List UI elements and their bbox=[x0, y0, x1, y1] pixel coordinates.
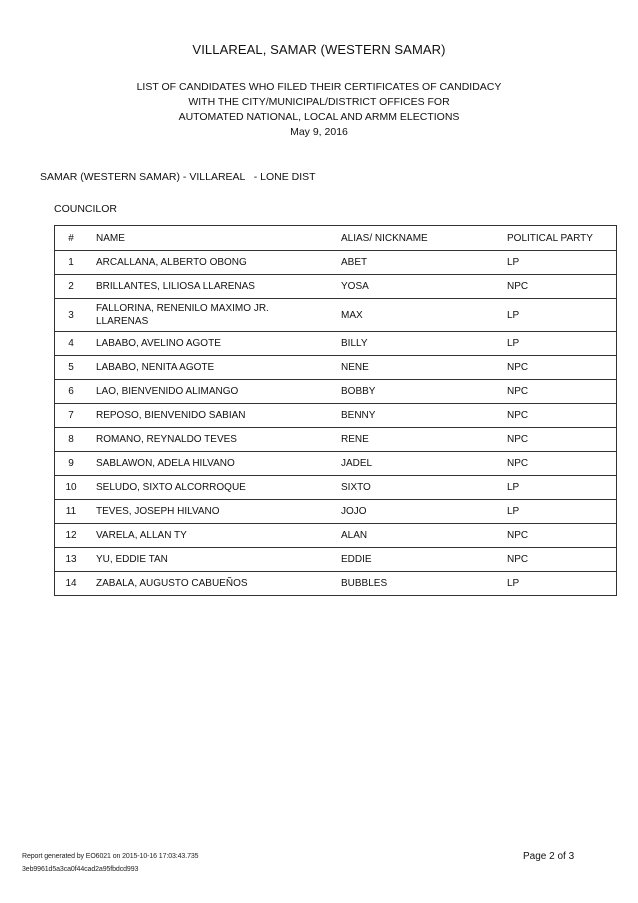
cell-alias: RENE bbox=[341, 428, 507, 452]
cell-name: ZABALA, AUGUSTO CABUEÑOS bbox=[87, 572, 341, 596]
cell-name: TEVES, JOSEPH HILVANO bbox=[87, 500, 341, 524]
table-row bbox=[55, 299, 617, 332]
cell-party: LP bbox=[507, 332, 617, 356]
cell-party: NPC bbox=[507, 356, 617, 380]
table-row bbox=[55, 500, 617, 524]
cell-party: NPC bbox=[507, 428, 617, 452]
column-header-party: POLITICAL PARTY bbox=[507, 226, 617, 251]
cell-number: 9 bbox=[55, 452, 88, 476]
cell-number: 1 bbox=[55, 251, 88, 275]
table-row bbox=[55, 428, 617, 452]
document-title: VILLAREAL, SAMAR (WESTERN SAMAR) bbox=[192, 42, 446, 57]
table-row bbox=[55, 404, 617, 428]
cell-number: 8 bbox=[55, 428, 88, 452]
column-header-number: # bbox=[55, 226, 88, 251]
cell-alias: BOBBY bbox=[341, 380, 507, 404]
table-row bbox=[55, 452, 617, 476]
table-row bbox=[55, 332, 617, 356]
cell-name: REPOSO, BIENVENIDO SABIAN bbox=[87, 404, 341, 428]
cell-name: LABABO, AVELINO AGOTE bbox=[87, 332, 341, 356]
cell-party: NPC bbox=[507, 452, 617, 476]
cell-name: SABLAWON, ADELA HILVANO bbox=[87, 452, 341, 476]
cell-alias: JADEL bbox=[341, 452, 507, 476]
table-header-row bbox=[55, 226, 617, 251]
subtitle-line: WITH THE CITY/MUNICIPAL/DISTRICT OFFICES FOR bbox=[188, 96, 450, 108]
cell-name: YU, EDDIE TAN bbox=[87, 548, 341, 572]
table-row bbox=[55, 572, 617, 596]
report-hash: 3eb9961d5a3ca0f44cad2a95fbdcd993 bbox=[22, 866, 139, 873]
cell-name: ARCALLANA, ALBERTO OBONG bbox=[87, 251, 341, 275]
table-row bbox=[55, 251, 617, 275]
cell-party: LP bbox=[507, 299, 617, 332]
cell-party: NPC bbox=[507, 404, 617, 428]
document-subtitle bbox=[0, 80, 638, 140]
cell-alias: SIXTO bbox=[341, 476, 507, 500]
table-row bbox=[55, 524, 617, 548]
candidates-table-body bbox=[55, 251, 617, 596]
cell-number: 11 bbox=[55, 500, 88, 524]
cell-name: LAO, BIENVENIDO ALIMANGO bbox=[87, 380, 341, 404]
subtitle-line: LIST OF CANDIDATES WHO FILED THEIR CERTIFICATES OF CANDIDACY bbox=[136, 81, 502, 93]
table-row bbox=[55, 356, 617, 380]
table-row bbox=[55, 548, 617, 572]
cell-number: 4 bbox=[55, 332, 88, 356]
cell-alias: MAX bbox=[341, 299, 507, 332]
cell-name: BRILLANTES, LILIOSA LLARENAS bbox=[87, 275, 341, 299]
table-row bbox=[55, 380, 617, 404]
report-footer bbox=[22, 850, 198, 876]
column-header-name: NAME bbox=[87, 226, 341, 251]
cell-number: 13 bbox=[55, 548, 88, 572]
cell-alias: BENNY bbox=[341, 404, 507, 428]
candidates-table bbox=[54, 225, 617, 596]
cell-alias: BILLY bbox=[341, 332, 507, 356]
cell-party: NPC bbox=[507, 380, 617, 404]
cell-name: LABABO, NENITA AGOTE bbox=[87, 356, 341, 380]
cell-number: 2 bbox=[55, 275, 88, 299]
cell-party: LP bbox=[507, 500, 617, 524]
cell-alias: NENE bbox=[341, 356, 507, 380]
cell-alias: YOSA bbox=[341, 275, 507, 299]
page-number: Page 2 of 3 bbox=[523, 851, 575, 862]
cell-number: 3 bbox=[55, 299, 88, 332]
cell-party: NPC bbox=[507, 275, 617, 299]
cell-name: VARELA, ALLAN TY bbox=[87, 524, 341, 548]
cell-alias: ALAN bbox=[341, 524, 507, 548]
table-row bbox=[55, 275, 617, 299]
subtitle-line: AUTOMATED NATIONAL, LOCAL AND ARMM ELECTIONS bbox=[178, 111, 460, 123]
cell-number: 5 bbox=[55, 356, 88, 380]
cell-number: 10 bbox=[55, 476, 88, 500]
column-header-alias: ALIAS/ NICKNAME bbox=[341, 226, 507, 251]
cell-party: LP bbox=[507, 251, 617, 275]
cell-party: NPC bbox=[507, 524, 617, 548]
cell-party: LP bbox=[507, 572, 617, 596]
cell-party: NPC bbox=[507, 548, 617, 572]
office-label: COUNCILOR bbox=[54, 203, 118, 215]
cell-number: 12 bbox=[55, 524, 88, 548]
cell-name: SELUDO, SIXTO ALCORROQUE bbox=[87, 476, 341, 500]
cell-party: LP bbox=[507, 476, 617, 500]
election-date: May 9, 2016 bbox=[290, 126, 348, 138]
cell-alias: JOJO bbox=[341, 500, 507, 524]
cell-alias: BUBBLES bbox=[341, 572, 507, 596]
cell-number: 6 bbox=[55, 380, 88, 404]
cell-number: 14 bbox=[55, 572, 88, 596]
cell-alias: EDDIE bbox=[341, 548, 507, 572]
cell-number: 7 bbox=[55, 404, 88, 428]
table-row bbox=[55, 476, 617, 500]
cell-name: ROMANO, REYNALDO TEVES bbox=[87, 428, 341, 452]
cell-name: FALLORINA, RENENILO MAXIMO JR. LLARENAS bbox=[87, 299, 341, 332]
report-generated-text: Report generated by EO6021 on 2015-10-16 17:03:43.735 bbox=[22, 853, 199, 860]
district-label: SAMAR (WESTERN SAMAR) - VILLAREAL - LONE DIST bbox=[40, 171, 316, 183]
cell-alias: ABET bbox=[341, 251, 507, 275]
